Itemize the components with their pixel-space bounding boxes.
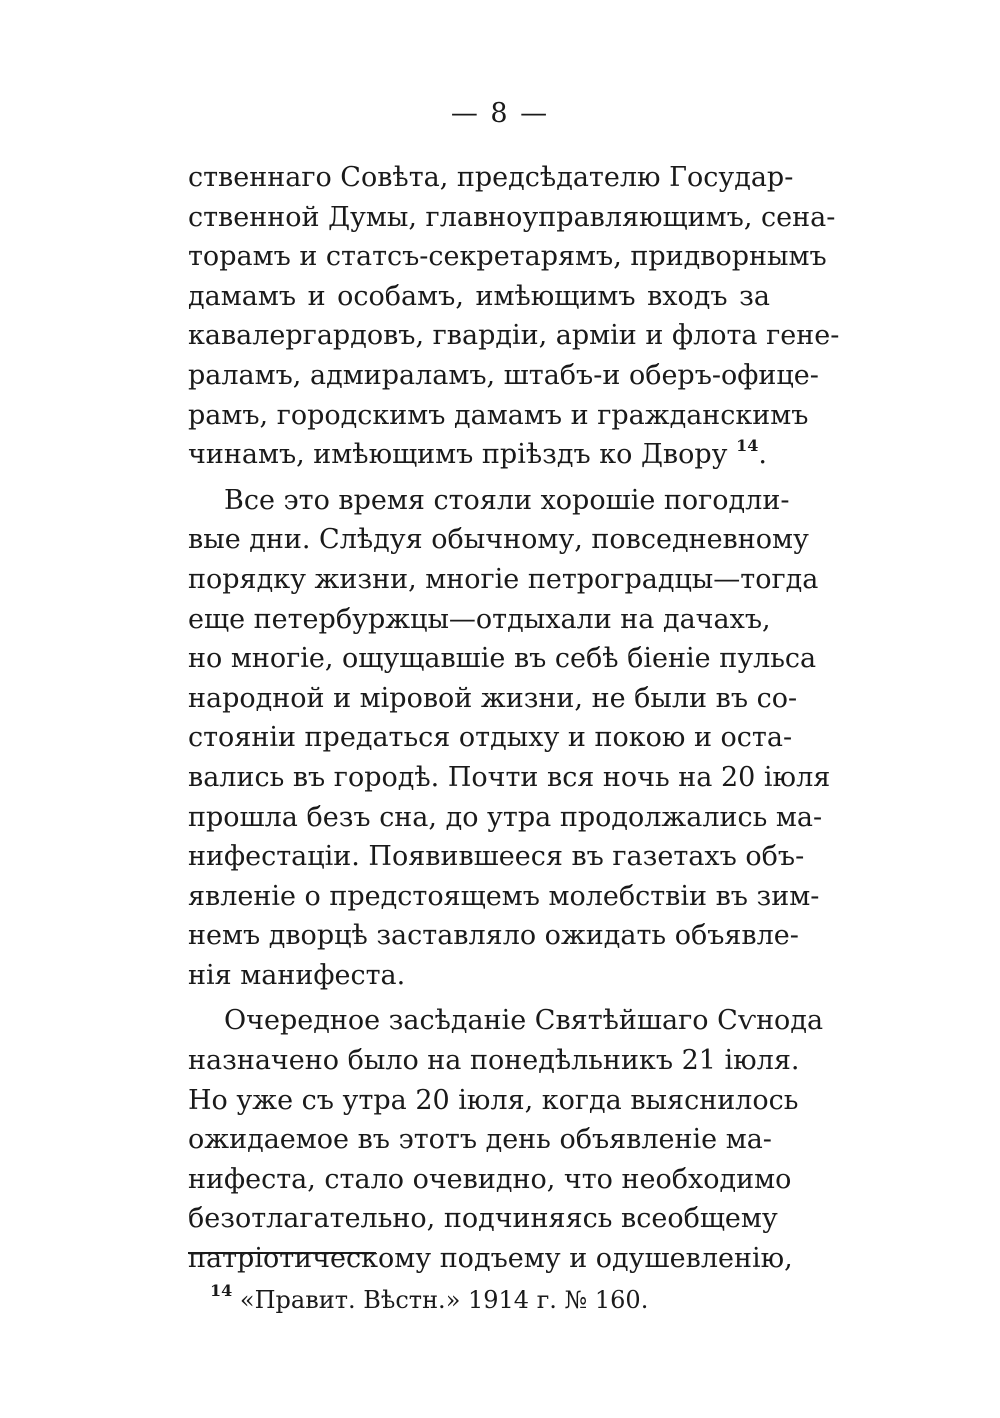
footnote	[210, 1281, 649, 1316]
text-line: патріотическому подъему и одушевленію,	[188, 1243, 793, 1275]
text-line: ственнаго Совѣта, предсѣдателю Государ-	[188, 162, 794, 193]
text-line: стояніи предаться отдыху и покою и оста-	[188, 722, 793, 754]
text-line: явленіе о предстоящемъ молебствіи въ зим-	[188, 880, 820, 912]
paragraph-2	[188, 481, 831, 996]
text-line: торамъ и статсъ-секретарямъ, придворнымъ	[188, 241, 827, 273]
text-line: порядку жизни, многіе петроградцы—тогда	[188, 563, 819, 595]
text-line: чинамъ, имѣющимъ пріѣздъ ко Двору	[188, 439, 728, 471]
footnote-divider	[188, 1252, 376, 1254]
text-line: народной и міровой жизни, не были въ со-	[188, 682, 798, 714]
footnote-reference[interactable]: 14	[736, 436, 759, 456]
paragraph-3	[188, 1001, 824, 1278]
text-line: Все это время стояли хорошіе погодли-	[224, 484, 790, 516]
text-line: нифестаціи. Появившееся въ газетахъ объ-	[188, 841, 805, 873]
text-line: вые дни. Слѣдуя обычному, повседневному	[188, 524, 809, 556]
text-line: еще петербуржцы—отдыхали на дачахъ,	[188, 603, 771, 635]
text-line: Но уже съ утра 20 іюля, когда выяснилось	[188, 1084, 799, 1116]
text-line: нія манифеста.	[188, 959, 406, 991]
text-line: ожидаемое въ этотъ день объявленіе ма-	[188, 1124, 772, 1156]
text-line: рамъ, городскимъ дамамъ и гражданскимъ	[188, 399, 809, 431]
text-line: безотлагательно, подчиняясь всеобщему	[188, 1203, 778, 1235]
text-line: немъ дворцѣ заставляло ожидать объявле-	[188, 920, 799, 952]
text-line: ственной Думы, главноуправляющимъ, сена-	[188, 201, 836, 233]
text-line-with-footnote: чинамъ, имѣющимъ пріѣздъ ко Двору $^{14}$.	[188, 436, 767, 471]
text-line: Очередное засѣданіе Святѣйшаго Сѵнода	[224, 1005, 824, 1037]
footnote-number: 14	[210, 1281, 233, 1300]
text-line: назначено было на понедѣльникъ 21 іюля.	[188, 1045, 800, 1077]
text-line: прошла безъ сна, до утра продолжались ма-	[188, 801, 823, 833]
footnote-text: «Правит. Вѣстн.» 1914 г. № 160.	[239, 1286, 649, 1314]
text-line: нифеста, стало очевидно, что необходимо	[188, 1163, 792, 1195]
text-line: но многіе, ощущавшіе въ себѣ біеніе пульса	[188, 643, 817, 675]
paragraph-1	[188, 158, 840, 475]
text-line: дамамъ и особамъ, имѣющимъ входъ за	[188, 280, 770, 312]
body-text	[188, 158, 840, 1279]
text-line: вались въ городѣ. Почти вся ночь на 20 іюля	[188, 761, 831, 793]
text-line: раламъ, адмираламъ, штабъ-и оберъ-офице-	[188, 359, 819, 391]
text-line: кавалергардовъ, гвардіи, арміи и флота гене-	[188, 320, 840, 352]
page-number: — 8 —	[450, 98, 550, 129]
